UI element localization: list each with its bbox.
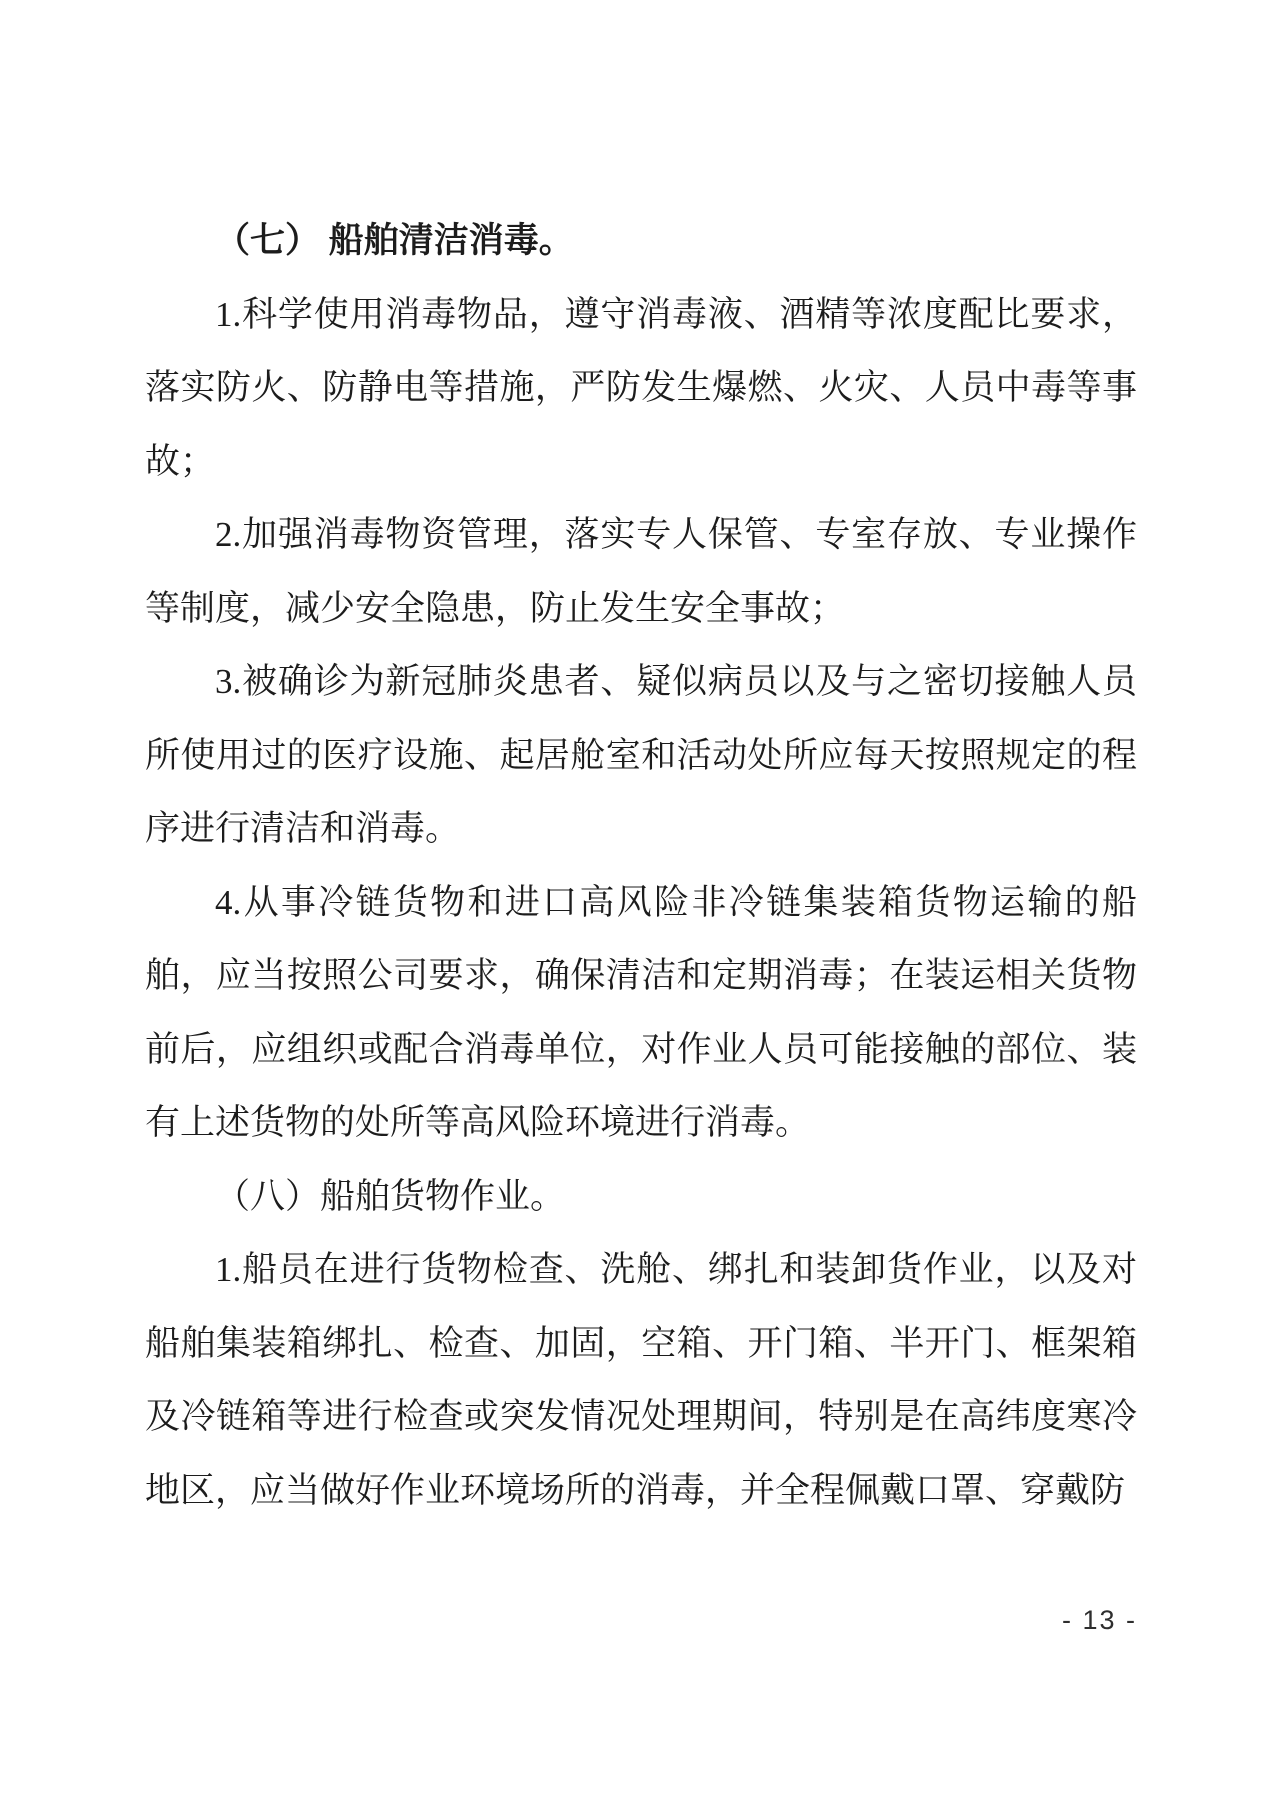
section-heading-8: （八）船舶货物作业。	[215, 1176, 566, 1216]
paragraph-7-3: 3.被确诊为新冠肺炎患者、疑似病员以及与之密切接触人员所使用过的医疗设施、起居舱室和活动处所应每天按照规定的程序进行清洁和消毒。	[145, 662, 1137, 848]
paragraph-8-1: 1.船员在进行货物检查、洗舱、绑扎和装卸货作业，以及对船舶集装箱绑扎、检查、加固，空箱、开门箱、半开门、框架箱及冷链箱等进行检查或突发情况处理期间，特别是在高纬度寒冷地区，应当做好作业环境场所的消毒，并全程佩戴口罩、穿戴防	[145, 1250, 1137, 1510]
document-body	[145, 204, 1137, 1527]
paragraph-7-1: 1.科学使用消毒物品，遵守消毒液、酒精等浓度配比要求，落实防火、防静电等措施，严防发生爆燃、火灾、人员中毒等事故；	[145, 294, 1137, 481]
paragraph-7-4: 4.从事冷链货物和进口高风险非冷链集装箱货物运输的船舶，应当按照公司要求，确保清洁和定期消毒；在装运相关货物前后，应组织或配合消毒单位，对作业人员可能接触的部位、装有上述货物的处所等高风险环境进行消毒。	[145, 882, 1137, 1142]
section-heading-7: （七） 船舶清洁消毒。	[215, 221, 574, 260]
page-number: - 13 -	[1062, 1605, 1138, 1635]
paragraph-7-2: 2.加强消毒物资管理，落实专人保管、专室存放、专业操作等制度，减少安全隐患，防止发生安全事故；	[145, 515, 1137, 628]
